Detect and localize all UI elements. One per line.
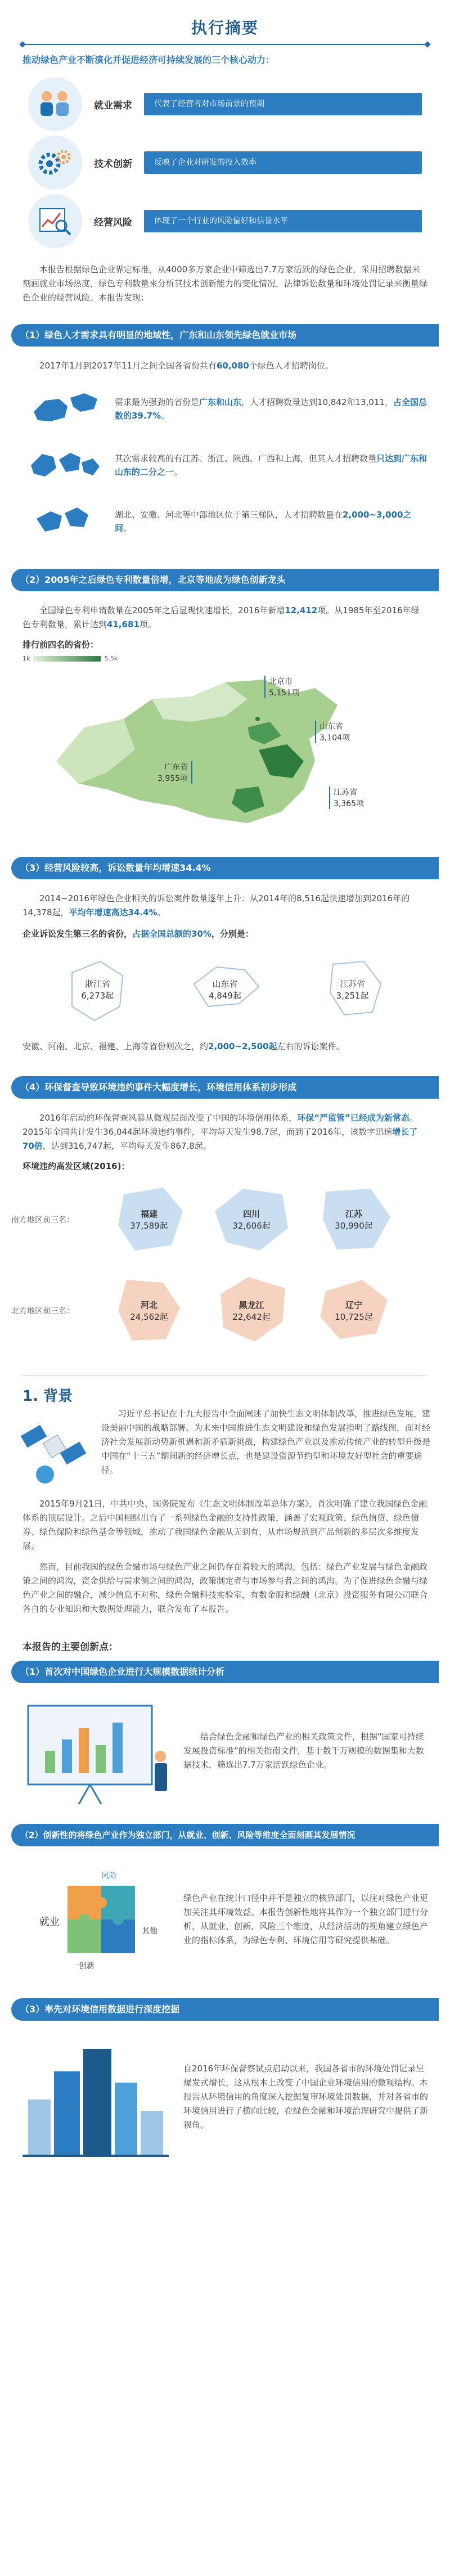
province-name: 浙江省 bbox=[84, 979, 110, 989]
province-name: 河北 bbox=[140, 1300, 158, 1310]
innovation2-text: 绿色产业在统计口径中并不是独立的核算部门，以往对绿色产业更加关注其环境效益。本报告创新性地将其作为一个独立部门进行分析，从就业、创新、风险三个维度，从经济活动的视角建立绿色产业的指标体系，为绿色专利、环境信用等研究提供基础。 bbox=[183, 1893, 429, 1945]
people-icon bbox=[28, 77, 82, 131]
province-card bbox=[177, 947, 273, 1032]
province-name: 福建 bbox=[140, 1209, 158, 1219]
rank-card bbox=[101, 1177, 197, 1262]
province-value: 24,562起 bbox=[130, 1312, 168, 1322]
text: 2014~2016年绿色企业相关的诉讼案件数量逐年上升：从2014年的8,516起快速增加到2016年的14,378起， bbox=[22, 893, 410, 918]
province-value: 32,606起 bbox=[232, 1221, 271, 1231]
innovation3-block bbox=[17, 2032, 433, 2161]
driver-label: 经营风险 bbox=[94, 217, 132, 228]
driver-desc: 反映了企业对研发的投入效率 bbox=[144, 151, 422, 174]
innovation1-text: 结合绿色金融和绿色产业的相关政策文件，根据“国家可持续发展投资标准”的相关指南文件，基于数千万规模的数据集和大数据技术，筛选出7.7万家活跃绿色企业。 bbox=[183, 1731, 424, 1770]
highlight: 2,000~3,000之间 bbox=[115, 510, 412, 533]
text: 项。 bbox=[139, 619, 156, 630]
text: 安徽、河南、北京、福建、上海等省份则次之，约 bbox=[22, 1041, 209, 1051]
province-name: 辽宁 bbox=[345, 1300, 362, 1310]
province-name: 四川 bbox=[242, 1209, 260, 1219]
driver-desc: 代表了经营者对市场前景的预期 bbox=[144, 93, 422, 115]
driver-label: 就业需求 bbox=[94, 100, 132, 111]
section3-subhead bbox=[22, 928, 428, 939]
innovation3-banner: （3）率先对环境信用数据进行深度挖掘 bbox=[11, 1998, 439, 2021]
province-value: 30,990起 bbox=[335, 1221, 373, 1231]
text: 左右的诉讼案件。 bbox=[277, 1041, 345, 1051]
highlight: 环保“严监管”已经成为新常态 bbox=[297, 1113, 410, 1123]
section2-subhead: 排行前四名的省份： bbox=[22, 640, 99, 650]
section1-paragraph bbox=[22, 359, 428, 373]
rank-cards bbox=[101, 1269, 402, 1353]
map-label-shandong bbox=[315, 721, 350, 743]
map-legend bbox=[22, 655, 428, 662]
label-name: 山东省 bbox=[320, 722, 343, 731]
puzzle-diagram bbox=[17, 1858, 174, 1981]
board-chart-icon bbox=[17, 1694, 174, 1807]
province-value: 10,725起 bbox=[335, 1312, 373, 1322]
driver-employment bbox=[28, 75, 422, 133]
rank-card bbox=[306, 1177, 402, 1262]
province-card bbox=[305, 947, 400, 1032]
section1-banner: （1）绿色人才需求具有明显的地域性，广东和山东领先绿色就业市场 bbox=[11, 324, 439, 347]
text: 。 bbox=[157, 907, 166, 918]
label-value: 3,955项 bbox=[158, 774, 188, 783]
map-tier3-icon bbox=[22, 496, 107, 547]
province-name: 黑龙江 bbox=[238, 1300, 264, 1310]
section4-paragraph bbox=[22, 1111, 428, 1153]
text: 个绿色人才招聘岗位。 bbox=[249, 361, 334, 371]
innovations-title: 本报告的主要创新点： bbox=[22, 1642, 118, 1653]
province-shape-icon bbox=[55, 950, 140, 1029]
text: 其次需求较高的有江苏、浙江、陕西、广西和上海，但其人才招聘数量 bbox=[115, 453, 377, 464]
text: 。 bbox=[161, 411, 170, 421]
highlight: 广东和山东 bbox=[199, 397, 242, 407]
region-tier-1 bbox=[22, 381, 428, 437]
province-name: 江苏省 bbox=[340, 979, 366, 989]
innovation1-block bbox=[17, 1694, 433, 1807]
section3-paragraph bbox=[22, 892, 428, 920]
text: 。 bbox=[123, 523, 132, 533]
rank-card bbox=[204, 1269, 299, 1353]
province-name: 山东省 bbox=[212, 979, 238, 989]
province-value: 22,642起 bbox=[232, 1312, 271, 1322]
highlight: 占全国总数的39.7% bbox=[115, 397, 428, 421]
rank-card bbox=[204, 1177, 299, 1262]
section2-paragraph bbox=[22, 604, 428, 632]
text: 。 bbox=[174, 467, 183, 477]
map-label-jiangsu bbox=[329, 786, 364, 809]
puzzle-label-innovation: 创新 bbox=[79, 1962, 94, 1971]
highlight: 增长了70倍 bbox=[22, 1127, 418, 1151]
province-name: 江苏 bbox=[345, 1209, 362, 1219]
legend-min: 1k bbox=[22, 655, 30, 662]
text: 项。从1985年至2016年绿色专利数量，累计达到 bbox=[22, 605, 420, 630]
background-paragraph-1: 习近平总书记在十九大报告中全面阐述了加快生态文明体制改革，推进绿色发展，建设美丽中国的战略部署。为未来中国推进生态文明建设和绿色发展指明了路线图，面对经济社会发展新动势新机遇和新矛盾新挑战，构建绿色产业以及推动传统产业的转型升级是中国在“十三五”期间新的经济增长点，也是建设资源节约型和环境友好型社会的重要途径。 bbox=[101, 1409, 431, 1475]
text: ，人才招聘数量达到10,842和13,011， bbox=[241, 397, 394, 407]
rank-cards bbox=[101, 1177, 402, 1262]
south-ranking bbox=[11, 1177, 439, 1262]
label-value: 3,365项 bbox=[334, 799, 364, 808]
highlight: 占据全国总额的30% bbox=[132, 929, 212, 939]
growth-rate: 平均年增速高达34.4% bbox=[69, 907, 158, 918]
driver-innovation bbox=[28, 133, 422, 192]
text: 。2015年全国共计发生36,044起环境违约事件，平均每天发生98.7起，而到了2016年，该数字迅速 bbox=[22, 1113, 418, 1137]
map-tier2-icon bbox=[22, 440, 107, 491]
rank-label: 北方地区前三名： bbox=[11, 1307, 74, 1316]
map-label-beijing bbox=[264, 676, 299, 698]
puzzle-label-risk: 风险 bbox=[101, 1872, 117, 1881]
new-patents: 12,412 bbox=[285, 605, 318, 615]
label-name: 广东省 bbox=[164, 763, 188, 772]
litigation-provinces bbox=[34, 947, 416, 1032]
province-card bbox=[50, 947, 145, 1032]
puzzle-label-other: 其他 bbox=[142, 1927, 158, 1936]
text: ，分别是： bbox=[211, 929, 254, 939]
background-paragraph-2: 2015年9月21日，中共中央、国务院发布《生态文明体制改革总体方案》，首次明确了建立我国绿色金融体系的顶层设计。之后中国相继出台了一系列绿色金融的支持性政策，涵盖了宏观政策、绿色信贷、绿色债券、绿色保险和绿色基金等领域，推动了我国绿色金融从无到有，从市场规范到产品创新的多层次多维度发展。 bbox=[22, 1499, 428, 1551]
province-value: 6,273起 bbox=[81, 991, 114, 1001]
section4-banner: （4）环保督查导致环境违约事件大幅度增长，环境信用体系初步形成 bbox=[11, 1076, 439, 1099]
rank-card bbox=[101, 1269, 197, 1353]
section3-note bbox=[22, 1040, 428, 1054]
province-value: 4,849起 bbox=[209, 991, 241, 1001]
innovation1-banner: （1）首次对中国绿色企业进行大规模数据统计分析 bbox=[11, 1661, 439, 1683]
map-guangdong-shandong-icon bbox=[22, 384, 107, 434]
rank-card bbox=[306, 1269, 402, 1353]
province-value: 3,251起 bbox=[336, 991, 369, 1001]
page-title: 执行摘要 bbox=[191, 19, 259, 37]
region-text bbox=[107, 452, 428, 479]
innovation2-block bbox=[17, 1858, 433, 1981]
rank-label: 南方地区前三名： bbox=[11, 1216, 74, 1225]
text: 湖北、安徽、河北等中部地区位于第三梯队，人才招聘数量在 bbox=[115, 510, 343, 520]
text: 全国绿色专利申请数量在2005年之后显现快速增长，2016年新增 bbox=[39, 605, 285, 615]
section2-banner: （2）2005年之后绿色专利数量倍增，北京等地成为绿色创新龙头 bbox=[11, 569, 439, 591]
section4-subhead: 环境违约高发区域(2016)： bbox=[22, 1161, 130, 1171]
summary-paragraph: 本报告根据绿色企业界定标准，从4000多万家企业中筛选出7.7万家活跃的绿色企业，采用招聘数据来刻画就业市场热度，绿色专利数量来分析其技术创新能力的变化情况，法律诉讼数量和环境处罚记录来衡量绿色企业的经营风险。本报告发现： bbox=[22, 264, 428, 303]
region-text bbox=[107, 508, 428, 535]
background-block bbox=[17, 1407, 433, 1491]
region-tier-3 bbox=[22, 493, 428, 550]
text: 需求最为强劲的省份是 bbox=[115, 397, 200, 407]
text: 2017年1月到2017年11月之间全国各省份共有 bbox=[39, 361, 217, 371]
intro-text: 推动绿色产业不断演化并促进经济可持续发展的三个核心动力： bbox=[22, 55, 275, 65]
label-name: 北京市 bbox=[269, 677, 292, 686]
chart-magnifier-icon bbox=[28, 194, 82, 248]
province-shape-icon bbox=[183, 950, 267, 1029]
background-paragraph-3: 然而，目前我国的绿色金融市场与绿色产业之间仍存在着较大的鸿沟，包括：绿色产业发展与绿色金融政策之间的鸿沟，资金供给与需求侧之间的鸿沟，政策制定者与市场参与者之间的鸿沟。为了促进绿色金融与绿色产业之间的融合，减少信息不对称，绿色金融科技实验室，有数金服和绿融（北京）投资服务有限公司联合各自的专业知识和大数据处理能力，联合发布了本报告。 bbox=[22, 1562, 428, 1614]
driver-risk bbox=[28, 192, 422, 250]
label-value: 3,104项 bbox=[320, 734, 350, 743]
map-label-guangdong bbox=[158, 761, 192, 784]
city-buildings-icon bbox=[17, 2032, 174, 2161]
china-map-icon bbox=[22, 666, 428, 834]
section3-banner: （3）经营风险较高，诉讼数量年均增速34.4% bbox=[11, 857, 439, 879]
north-ranking bbox=[11, 1269, 439, 1353]
total-patents: 41,681 bbox=[107, 619, 140, 630]
legend-gradient bbox=[33, 656, 101, 662]
driver-label: 技术创新 bbox=[94, 158, 132, 170]
text: 2016年启动的环保督查风暴从微观层面改变了中国的环境信用体系， bbox=[39, 1113, 298, 1123]
driver-desc: 体现了一个行业的风险偏好和信誉水平 bbox=[144, 210, 422, 232]
province-shape-icon bbox=[310, 950, 395, 1029]
highlight: 2,000~2,500起 bbox=[208, 1041, 277, 1051]
section-title: 1. 背景 bbox=[22, 1388, 73, 1405]
innovation2-banner: （2）创新性的将绿色产业作为独立部门，从就业、创新、风险等维度全面刻画其发展情况 bbox=[11, 1824, 439, 1846]
background-heading bbox=[0, 1375, 450, 1407]
text: ，达到316,747起，平均每天发生867.8起。 bbox=[42, 1141, 212, 1151]
highlight: 只达到广东和山东的二分之一 bbox=[115, 453, 428, 477]
title-divider bbox=[22, 44, 428, 45]
puzzle-label-employment: 就业 bbox=[39, 1916, 60, 1928]
region-text bbox=[107, 395, 428, 422]
province-value: 37,589起 bbox=[130, 1221, 168, 1231]
innovation3-text: 自2016年环保督察试点启动以来，我国各省市的环境处罚记录呈爆发式增长，这从根本上改变了中国企业环境信用的微观结构。本报告从环境信用的角度深入挖掘复审环境处罚数据，并对各省市的环境信用进行了横向比较，在绿色金融和环境治理研究中提供了新视角。 bbox=[183, 2063, 429, 2130]
text: 企业诉讼发生第三名的省份， bbox=[22, 929, 133, 939]
satellite-icon bbox=[17, 1407, 96, 1491]
legend-max: 5.5k bbox=[104, 655, 118, 662]
china-patent-map bbox=[22, 666, 428, 834]
region-tier-2 bbox=[22, 437, 428, 493]
drivers-list bbox=[28, 75, 422, 250]
label-value: 5,151项 bbox=[269, 689, 300, 698]
gears-icon bbox=[28, 136, 82, 190]
job-total: 60,080 bbox=[216, 361, 249, 371]
label-name: 江苏省 bbox=[334, 788, 357, 797]
